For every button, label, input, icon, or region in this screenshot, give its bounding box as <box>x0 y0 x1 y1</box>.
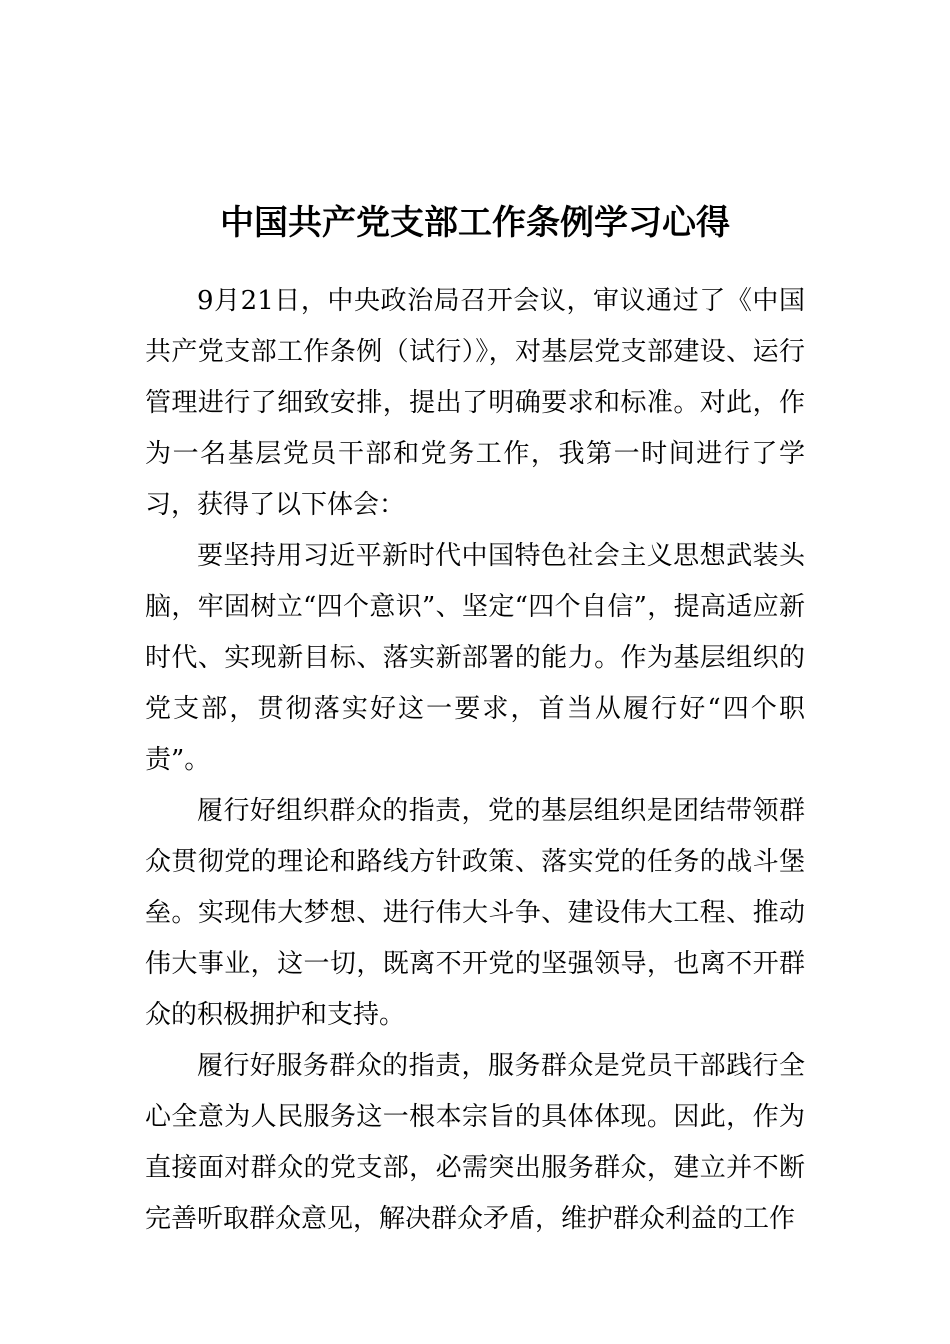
paragraph-1: 9月21日，中央政治局召开会议，审议通过了《中国共产党支部工作条例（试行）》，对基层党支部建设、运行管理进行了细致安排，提出了明确要求和标准。对此，作为一名基层党员干部和党务工作，我第一时间进行了学习，获得了以下体会： <box>145 286 805 520</box>
document-body <box>145 276 805 1245</box>
document-title: 中国共产党支部工作条例学习心得 <box>220 202 730 243</box>
paragraph-4: 履行好服务群众的指责，服务群众是党员干部践行全心全意为人民服务这一根本宗旨的具体体现。因此，作为直接面对群众的党支部，必需突出服务群众，建立并不断完善听取群众意见，解决群众矛盾，维护群众利益的工作 <box>145 1051 805 1234</box>
paragraph-2: 要坚持用习近平新时代中国特色社会主义思想武装头脑，牢固树立“四个意识”、坚定“四个自信”，提高适应新时代、实现新目标、落实新部署的能力。作为基层组织的党支部，贯彻落实好这一要求，首当从履行好“四个职责”。 <box>145 541 805 775</box>
paragraph-3: 履行好组织群众的指责，党的基层组织是团结带领群众贯彻党的理论和路线方针政策、落实党的任务的战斗堡垒。实现伟大梦想、进行伟大斗争、建设伟大工程、推动伟大事业，这一切，既离不开党的坚强领导，也离不开群众的积极拥护和支持。 <box>145 796 805 1030</box>
